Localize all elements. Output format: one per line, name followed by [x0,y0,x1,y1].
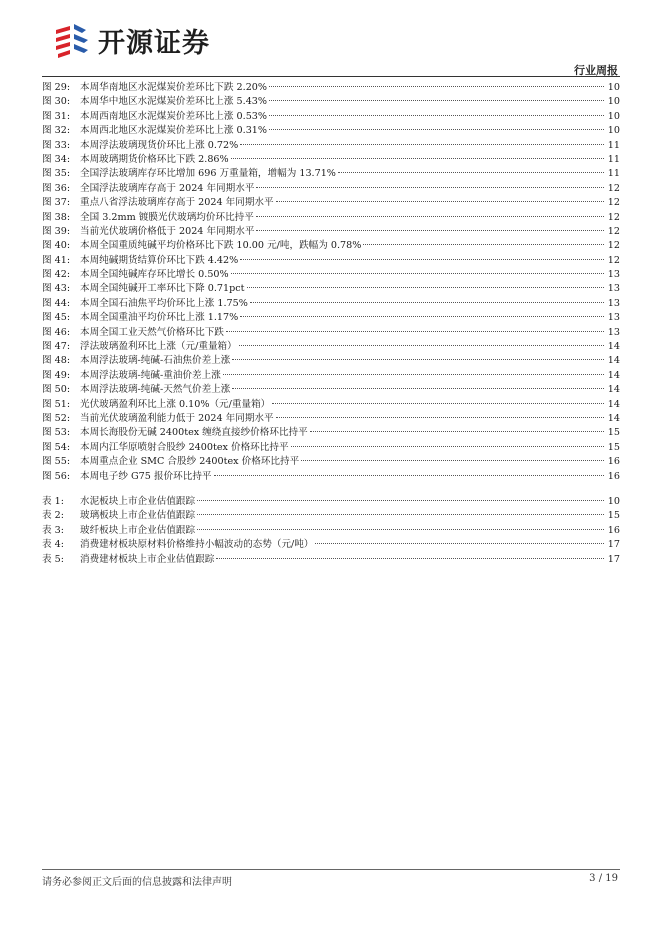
toc-table-entry[interactable] [42,538,620,552]
toc-entry-title: 本周全国重质纯碱平均价格环比下跌 10.00 元/吨，跌幅为 0.78% [80,240,362,252]
toc-entry-page: 10 [607,82,620,93]
toc-entry-page: 11 [607,153,620,165]
table-of-contents [42,81,620,567]
toc-entry-label: 图 50: [42,384,71,396]
toc-entry-title: 本周电子纱 G75 报价环比持平 [80,470,212,482]
toc-dot-leader [247,287,605,288]
company-logo [52,18,210,62]
toc-entry-page: 14 [607,341,620,353]
toc-entry-label: 图 30: [42,96,71,108]
toc-entry-title: 全国浮法玻璃库存环比增加 696 万重量箱，增幅为 13.71% [80,168,336,180]
toc-entry-title: 水泥板块上市企业估值跟踪 [80,495,196,507]
toc-entry-title: 浮法玻璃盈利环比上涨（元/重量箱） [80,341,237,353]
toc-entry-page: 12 [607,197,620,209]
toc-entry-page: 16 [607,456,620,468]
toc-figure-entry[interactable] [42,383,620,397]
toc-entry-title: 当前光伏玻璃价格低于 2024 年同期水平 [80,225,255,237]
toc-entry-label: 图 34: [42,153,71,165]
toc-dot-leader [214,475,604,476]
toc-entry-title: 本周浮法玻璃现货价环比上涨 0.72% [80,139,239,151]
toc-dot-leader [197,500,604,501]
toc-figure-entry[interactable] [42,196,620,210]
toc-dot-leader [231,273,604,274]
toc-dot-leader [226,331,604,332]
toc-entry-page: 17 [607,539,620,551]
figure-list [42,81,620,484]
toc-dot-leader [269,129,604,130]
toc-figure-entry[interactable] [42,167,620,181]
toc-entry-label: 图 45: [42,312,71,324]
toc-entry-page: 11 [607,168,620,180]
toc-entry-label: 图 31: [42,110,71,122]
toc-figure-entry[interactable] [42,326,620,340]
toc-dot-leader [269,100,604,101]
toc-figure-entry[interactable] [42,110,620,124]
toc-entry-label: 图 29: [42,82,71,93]
toc-table-entry[interactable] [42,553,620,567]
toc-entry-label: 图 48: [42,355,71,367]
toc-entry-page: 17 [607,553,620,565]
toc-entry-title: 消费建材板块原材料价格维持小幅波动的态势（元/吨） [80,539,314,551]
toc-entry-title: 本周纯碱期货结算价环比下跌 4.42% [80,254,239,266]
toc-entry-title: 本周西南地区水泥煤炭价差环比上涨 0.53% [80,110,268,122]
toc-entry-title: 本周全国纯碱开工率环比下降 0.71pct [80,283,245,295]
toc-entry-label: 图 47: [42,341,71,353]
toc-figure-entry[interactable] [42,282,620,296]
toc-dot-leader [250,302,604,303]
toc-entry-label: 图 56: [42,470,71,482]
company-logo-icon [52,20,92,60]
footer-page-number: 3 / 19 [589,873,618,884]
toc-dot-leader [231,158,604,159]
toc-dot-leader [291,446,604,447]
toc-entry-page: 14 [607,412,620,424]
toc-entry-page: 16 [607,470,620,482]
toc-dot-leader [272,403,604,404]
toc-entry-label: 图 33: [42,139,71,151]
toc-entry-title: 本周浮法玻璃-纯碱-重油价差上涨 [80,369,221,381]
toc-entry-page: 12 [607,211,620,223]
toc-entry-page: 14 [607,369,620,381]
toc-entry-title: 全国 3.2mm 镀膜光伏玻璃均价环比持平 [80,211,254,223]
toc-entry-page: 15 [607,510,620,522]
toc-entry-page: 14 [607,398,620,410]
toc-entry-label: 图 38: [42,211,71,223]
toc-entry-label: 表 2: [42,510,64,522]
toc-dot-leader [197,514,604,515]
toc-entry-page: 12 [607,254,620,266]
company-name: 开源证券 [98,27,210,59]
toc-entry-title: 光伏玻璃盈利环比上涨 0.10%（元/重量箱） [80,398,271,410]
toc-entry-page: 14 [607,355,620,367]
toc-figure-entry[interactable] [42,340,620,354]
toc-figure-entry[interactable] [42,470,620,484]
toc-entry-title: 玻纤板块上市企业估值跟踪 [80,524,196,536]
toc-entry-page: 10 [607,495,620,507]
toc-figure-entry[interactable] [42,311,620,325]
toc-entry-page: 14 [607,384,620,396]
toc-entry-title: 本周重点企业 SMC 合股纱 2400tex 价格环比持平 [80,456,300,468]
toc-entry-label: 图 35: [42,168,71,180]
toc-figure-entry[interactable] [42,81,620,95]
toc-dot-leader [256,216,604,217]
toc-entry-label: 图 54: [42,441,71,453]
toc-entry-title: 本周浮法玻璃-纯碱-石油焦价差上涨 [80,355,231,367]
toc-entry-label: 图 37: [42,197,71,209]
toc-figure-entry[interactable] [42,297,620,311]
toc-entry-title: 本周浮法玻璃-纯碱-天然气价差上涨 [80,384,231,396]
toc-dot-leader [276,417,604,418]
toc-entry-page: 15 [607,427,620,439]
toc-table-entry[interactable] [42,524,620,538]
toc-entry-title: 本周全国石油焦平均价环比上涨 1.75% [80,297,248,309]
toc-entry-label: 图 49: [42,369,71,381]
toc-entry-page: 13 [607,326,620,338]
toc-entry-title: 玻璃板块上市企业估值跟踪 [80,510,196,522]
toc-figure-entry[interactable] [42,182,620,196]
toc-entry-title: 本周全国工业天然气价格环比下跌 [80,326,224,338]
toc-entry-label: 图 51: [42,398,71,410]
toc-figure-entry[interactable] [42,369,620,383]
toc-entry-label: 图 42: [42,269,71,281]
toc-figure-entry[interactable] [42,412,620,426]
toc-dot-leader [240,316,604,317]
toc-entry-label: 表 4: [42,539,64,551]
toc-dot-leader [269,86,604,87]
toc-dot-leader [232,388,604,389]
toc-entry-label: 图 53: [42,427,71,439]
toc-figure-entry[interactable] [42,124,620,138]
toc-figure-entry[interactable] [42,398,620,412]
toc-entry-title: 当前光伏玻璃盈利能力低于 2024 年同期水平 [80,412,274,424]
toc-entry-title: 消费建材板块上市企业估值跟踪 [80,553,215,565]
toc-figure-entry[interactable] [42,268,620,282]
toc-entry-label: 图 40: [42,240,71,252]
toc-figure-entry[interactable] [42,139,620,153]
toc-entry-page: 13 [607,312,620,324]
toc-entry-title: 本周华南地区水泥煤炭价差环比下跌 2.20% [80,82,268,93]
toc-entry-page: 12 [607,225,620,237]
toc-entry-page: 10 [607,96,620,108]
toc-dot-leader [310,431,604,432]
toc-entry-label: 图 36: [42,182,71,194]
toc-dot-leader [223,374,604,375]
toc-dot-leader [232,359,604,360]
toc-entry-title: 本周全国纯碱库存环比增长 0.50% [80,269,229,281]
toc-entry-title: 本周全国重油平均价环比上涨 1.17% [80,312,239,324]
toc-entry-page: 13 [607,269,620,281]
toc-entry-label: 表 1: [42,495,64,507]
toc-entry-title: 本周长海股份无碱 2400tex 缠绕直接纱价格环比持平 [80,427,308,439]
toc-entry-page: 15 [607,441,620,453]
toc-dot-leader [240,259,604,260]
toc-dot-leader [239,345,604,346]
toc-entry-label: 图 43: [42,283,71,295]
toc-entry-page: 16 [607,524,620,536]
toc-entry-label: 图 52: [42,412,71,424]
report-type: 行业周报 [574,64,618,77]
toc-entry-label: 图 46: [42,326,71,338]
toc-table-entry[interactable] [42,509,620,523]
toc-dot-leader [315,543,604,544]
toc-entry-title: 本周华中地区水泥煤炭价差环比上涨 5.43% [80,96,268,108]
toc-entry-page: 10 [607,125,620,137]
toc-entry-label: 图 41: [42,254,71,266]
toc-entry-title: 本周内江华原喷射合股纱 2400tex 价格环比持平 [80,441,289,453]
toc-figure-entry[interactable] [42,441,620,455]
toc-dot-leader [240,144,604,145]
table-list [42,495,620,567]
toc-entry-page: 12 [607,240,620,252]
toc-dot-leader [216,558,604,559]
toc-figure-entry[interactable] [42,95,620,109]
toc-figure-entry[interactable] [42,153,620,167]
toc-dot-leader [363,244,604,245]
toc-entry-label: 图 39: [42,225,71,237]
toc-entry-page: 13 [607,297,620,309]
toc-figure-entry[interactable] [42,354,620,368]
toc-entry-page: 12 [607,182,620,194]
toc-entry-title: 全国浮法玻璃库存高于 2024 年同期水平 [80,182,255,194]
footer-disclaimer: 请务必参阅正文后面的信息披露和法律声明 [42,877,232,888]
section-gap [42,484,620,495]
toc-figure-entry[interactable] [42,239,620,253]
toc-entry-page: 11 [607,139,620,151]
header-divider [42,76,620,77]
toc-figure-entry[interactable] [42,254,620,268]
footer-divider [42,869,620,870]
toc-entry-page: 13 [607,283,620,295]
toc-dot-leader [338,172,604,173]
toc-entry-label: 图 44: [42,297,71,309]
toc-entry-label: 表 3: [42,524,64,536]
toc-entry-title: 重点八省浮法玻璃库存高于 2024 年同期水平 [80,197,274,209]
toc-figure-entry[interactable] [42,426,620,440]
toc-dot-leader [269,115,604,116]
toc-dot-leader [301,460,604,461]
toc-table-entry[interactable] [42,495,620,509]
toc-dot-leader [197,529,604,530]
toc-entry-title: 本周西北地区水泥煤炭价差环比上涨 0.31% [80,125,268,137]
toc-entry-label: 表 5: [42,553,64,565]
toc-dot-leader [276,201,604,202]
toc-entry-label: 图 55: [42,456,71,468]
toc-dot-leader [256,187,604,188]
toc-figure-entry[interactable] [42,455,620,469]
toc-entry-page: 10 [607,110,620,122]
toc-dot-leader [256,230,604,231]
toc-entry-title: 本周玻璃期货价格环比下跌 2.86% [80,153,229,165]
toc-figure-entry[interactable] [42,211,620,225]
toc-entry-label: 图 32: [42,125,71,137]
toc-figure-entry[interactable] [42,225,620,239]
